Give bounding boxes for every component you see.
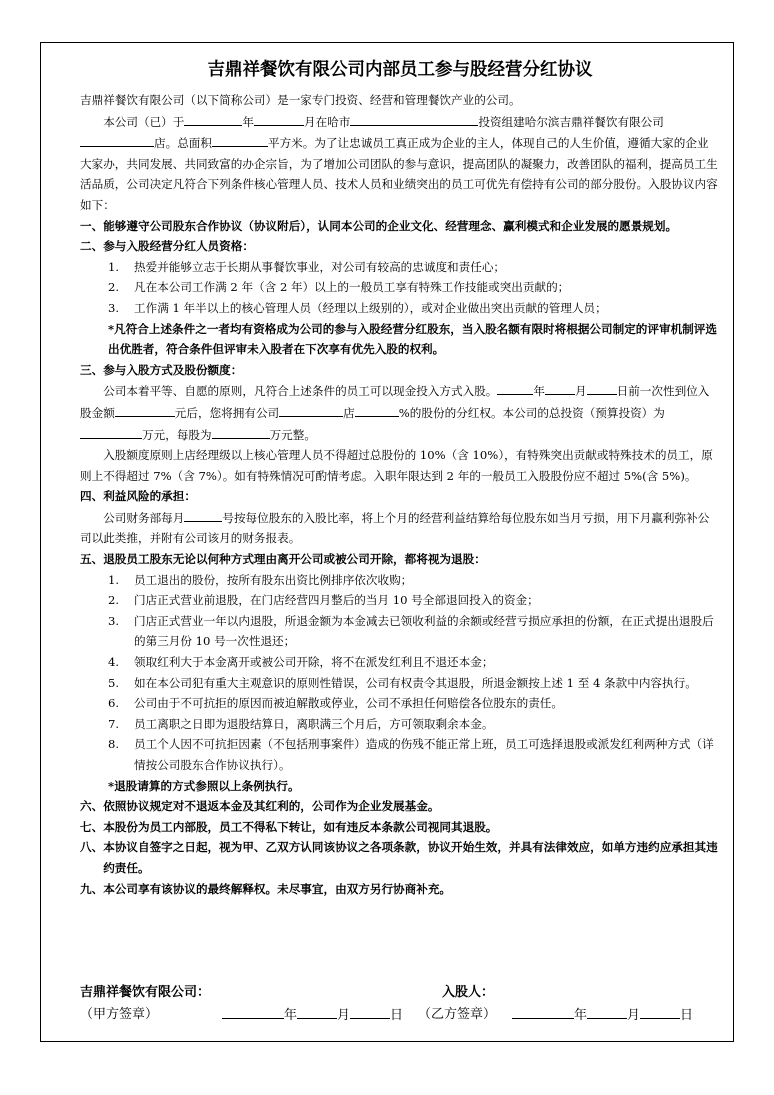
item-number: 5. (108, 675, 120, 690)
blank-total (80, 424, 142, 439)
blank-store (80, 132, 154, 147)
text: 万元整。 (269, 427, 316, 442)
item-number: 2. (108, 280, 120, 295)
list-item (80, 693, 720, 714)
blank-day (350, 1004, 390, 1019)
party-a-date (222, 1004, 403, 1027)
item-number: 4. (108, 655, 120, 670)
company-paragraph (80, 111, 720, 216)
intro-paragraph: 吉鼎祥餐饮有限公司（以下简称公司）是一家专门投资、经营和管理餐饮产业的公司。 (80, 93, 521, 107)
text: 店 (343, 405, 355, 420)
item-text: 领取红利大于本金离开或被公司开除，将不在派发红利且不退还本金； (134, 655, 494, 670)
item-text: 门店正式营业一年以内退股，所退金额为本金减去已领收利益的余额或经营亏损应承担的份额，在正式提出退股后的第三月份 10 号一次性退还； (134, 613, 714, 649)
item-number: 6. (108, 696, 120, 711)
section-3-paragraph-2: 入股额度原则上店经理级以上核心管理人员不得超过总股份的 10%（含 10%），有特殊突出贡献或特殊技术的员工，原则上不得超过 7%（含 7%）。如有特殊情况可酌情考虑。入职年限达到 2 年的一般员工入股股份应不超过 5%(含 5%)。 (80, 448, 713, 483)
party-b-date (512, 1004, 693, 1027)
blank-year (512, 1004, 574, 1019)
blank-day (640, 1004, 680, 1019)
list-item (80, 714, 720, 735)
blank-area (212, 132, 268, 147)
signature-date-row (80, 1004, 720, 1026)
list-item (80, 257, 720, 278)
blank-month (297, 1004, 337, 1019)
blank-month (254, 111, 304, 126)
text: %的股份的分红权。本公司的总投资（预算投资）为 (398, 405, 665, 420)
section-1: 一、能够遵守公司股东合作协议（协议附后），认同本公司的企业文化、经营理念、赢利模式和企业发展的愿景规划。 (80, 218, 678, 233)
blank-day (184, 507, 222, 522)
text: 日 (390, 1008, 404, 1023)
item-number: 1. (108, 259, 120, 274)
list-item (80, 277, 720, 298)
blank-day (587, 380, 617, 395)
section-5-heading: 五、退股员工股东无论以何种方式理由离开公司或被公司开除，都将视为退股： (80, 552, 486, 567)
text: 月在哈市 (303, 114, 351, 129)
section-8: 八、本协议自签字之日起，视为甲、乙双方认同该协议之各项条款，协议开始生效，并具有法律效应，如单方违约应承担其违约责任。 (80, 840, 718, 875)
list-item (80, 673, 720, 694)
item-number: 8. (108, 737, 120, 752)
blank-month (587, 1004, 627, 1019)
blank-percent (355, 402, 399, 417)
list-item (80, 611, 720, 652)
section-6: 六、依照协议规定对不退返本金及其红利的，公司作为企业发展基金。 (80, 799, 440, 814)
text: 本公司（已）于 (103, 114, 185, 129)
text: 日前一次性到位入股金额 (80, 384, 710, 420)
text: 年 (533, 384, 545, 399)
text: 月 (575, 384, 587, 399)
text: 店。总面积 (154, 136, 212, 151)
section-3-heading: 三、参与入股方式及股份额度： (80, 362, 243, 377)
item-number: 7. (108, 716, 120, 731)
section-2-list (80, 257, 720, 319)
text: 号按每位股东的入股比率，将上个月的经营利益结算给每位股东如当月亏损，用下月赢利弥补公司以此类推，并附有公司该月的财务报表。 (80, 510, 710, 546)
blank-year (497, 380, 533, 395)
list-item (80, 298, 720, 319)
text: 月 (337, 1008, 351, 1023)
text: 公司本着平等、自愿的原则，凡符合上述条件的员工可以现金投入方式入股。 (103, 384, 498, 399)
text: 公司财务部每月 (103, 510, 185, 525)
blank-year (222, 1004, 284, 1019)
signature-party-row (80, 982, 720, 1004)
item-text: 公司由于不可抗拒的原因而被迫解散或停业，公司不承担任何赔偿各位股东的责任。 (134, 696, 563, 711)
text: 年 (284, 1008, 298, 1023)
item-number: 1. (108, 572, 120, 587)
section-7: 七、本股份为员工内部股，员工不得私下转让，如有违反本条款公司视同其退股。 (80, 819, 498, 834)
item-number: 3. (108, 300, 120, 315)
section-2-note: *凡符合上述条件之一者均有资格成为公司的参与入股经营分红股东，当入股名额有限时将根据公司制定的评审机制评选出优胜者，符合条件但评审未入股者在下次享有优先入股的权利。 (108, 321, 717, 357)
item-text: 热爱并能够立志于长期从事餐饮事业，对公司有较高的忠诚度和责任心； (134, 259, 506, 274)
item-number: 3. (108, 613, 120, 628)
text: 平方米。为了让忠诚员工真正成为企业的主人，体现自己的人生价值，遵循大家的企业大家办，共同发展、共同致富的办企宗旨，为了增加公司团队的参与意识，提高团队的凝聚力，改善团队的福利，提高员工生活品质，公司决定凡符合下列条件核心管理人员、技术人员和业绩突出的员工可优先有偿持有公司的部分股份。入股协议内容如下： (80, 136, 718, 212)
document-title: 吉鼎祥餐饮有限公司内部员工参与股经营分红协议 (207, 60, 593, 80)
signature-block (80, 982, 720, 1026)
item-text: 员工个人因不可抗拒因素（不包括刑事案件）造成的伤残不能正常上班，员工可选择退股或派发红利两种方式（详情按公司股东合作协议执行）。 (134, 737, 714, 772)
text: 万元，每股为 (142, 427, 212, 442)
section-2-heading: 二、参与入股经营分红人员资格： (80, 239, 254, 254)
item-text: 凡在本公司工作满 2 年（含 2 年）以上的一般员工享有特殊工作技能或突出贡献的； (134, 280, 570, 295)
party-b-seal-label: （乙方签章） (418, 1007, 497, 1022)
list-item (80, 734, 720, 775)
text: 年 (574, 1008, 588, 1023)
blank-year (184, 111, 242, 126)
list-item (80, 590, 720, 611)
item-text: 如在本公司犯有重大主观意识的原则性错误，公司有权责令其退股，所退金额按上述 1 至 4 条款中内容执行。 (134, 675, 697, 690)
text: 月 (627, 1008, 641, 1023)
section-4-heading: 四、利益风险的承担： (80, 489, 196, 504)
blank-location (350, 111, 478, 126)
agreement-body (80, 58, 720, 899)
section-3-paragraph-1 (80, 380, 720, 445)
list-item (80, 570, 720, 591)
section-5-note: *退股请算的方式参照以上条例执行。 (108, 778, 300, 793)
text: 元后，您将拥有公司 (174, 405, 280, 420)
item-text: 工作满 1 年半以上的核心管理人员（经理以上级别的），或对企业做出突出贡献的管理人员； (134, 300, 607, 315)
section-4-paragraph (80, 507, 720, 549)
text: 投资组建哈尔滨吉鼎祥餐饮有限公司 (478, 114, 664, 129)
blank-month (545, 380, 575, 395)
party-a-label: 吉鼎祥餐饮有限公司： (80, 985, 211, 1000)
item-text: 门店正式营业前退股，在门店经营四月整后的当月 10 号全部退回投入的资金； (134, 593, 539, 608)
blank-amount (115, 402, 175, 417)
item-number: 2. (108, 593, 120, 608)
text: 日 (680, 1008, 694, 1023)
party-a-seal-label: （甲方签章） (80, 1007, 159, 1022)
text: 年 (242, 114, 254, 129)
item-text: 员工离职之日即为退股结算日，离职满三个月后，方可领取剩余本金。 (134, 716, 494, 731)
blank-store (279, 402, 343, 417)
blank-per-share (212, 424, 270, 439)
item-text: 员工退出的股份，按所有股东出资比例排序依次收购； (134, 572, 413, 587)
section-5-list (80, 570, 720, 776)
section-9: 九、本公司享有该协议的最终解释权。未尽事宜，由双方另行协商补充。 (80, 881, 452, 896)
list-item (80, 652, 720, 673)
party-b-label: 入股人： (442, 985, 495, 1000)
